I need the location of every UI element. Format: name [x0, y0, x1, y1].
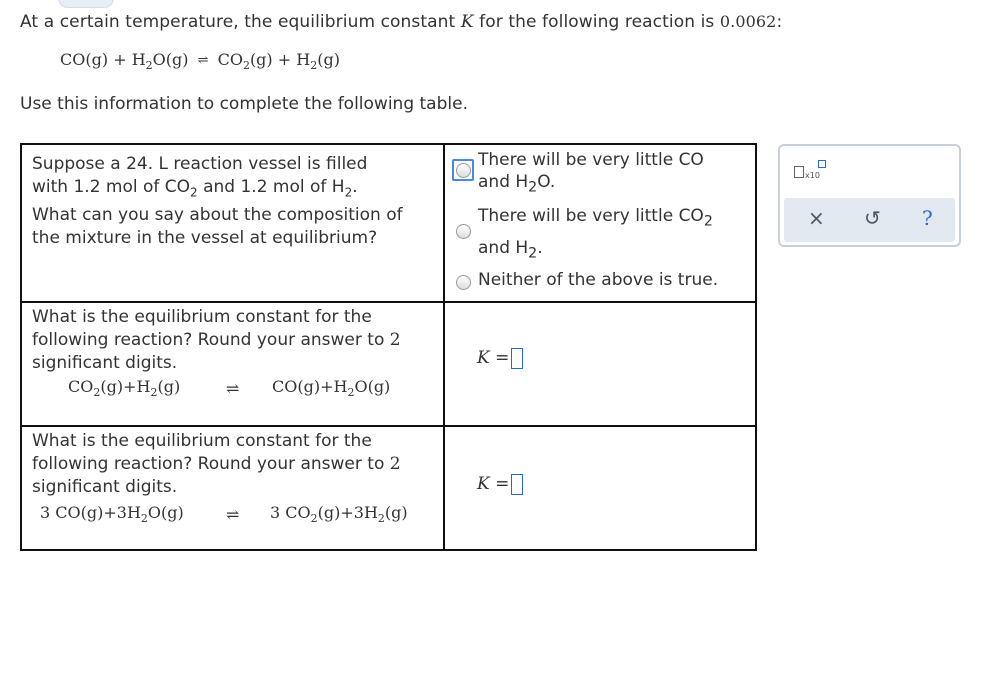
- question-tripled-k: What is the equilibrium constant for the following reaction? Round your answer to 2 significant digits.: [32, 431, 401, 497]
- k-answer-2: K =: [477, 474, 523, 495]
- radio-option-2[interactable]: [456, 224, 471, 239]
- undo-icon[interactable]: ↺: [864, 206, 881, 230]
- k-input-2[interactable]: [511, 474, 523, 495]
- toolbox-actions: [784, 198, 955, 242]
- collapse-tab[interactable]: [58, 0, 114, 8]
- option-3-label[interactable]: Neither of the above is true.: [478, 270, 719, 290]
- base-box-icon: [794, 166, 804, 178]
- question-composition: Suppose a 24. L reaction vessel is filled with 1.2 mol of $CO_2$ and 1.2 mol of $H_2$. What can you say about the composition of the mixture in the vessel at equilibrium?: [32, 154, 403, 249]
- table-row-reverse-k: [22, 301, 755, 427]
- question-reverse-k: What is the equilibrium constant for the following reaction? Round your answer to 2 significant digits.: [32, 307, 401, 373]
- reaction-tripled-left: 3 $CO(g)+3H_2O(g)$: [40, 503, 184, 526]
- reaction-tripled-right: 3 $CO_2(g)+3H_2(g)$: [270, 503, 408, 526]
- table-row-tripled-k: [22, 425, 755, 551]
- radio-option-3[interactable]: [456, 275, 471, 290]
- question-table: [20, 143, 757, 551]
- clear-icon[interactable]: ×: [808, 206, 825, 230]
- k-answer-1: K =: [477, 348, 523, 369]
- equilibrium-arrow-icon: ⇌: [226, 505, 240, 524]
- table-row-composition: [22, 145, 755, 301]
- main-reaction: $CO(g) + H_2O(g)$ ⇌ $CO_2(g) + H_2(g)$: [60, 50, 340, 73]
- equilibrium-arrow-icon: ⇌: [197, 53, 209, 68]
- reaction-reverse-left: $CO_2(g)+H_2(g)$: [68, 377, 181, 400]
- help-icon[interactable]: ?: [922, 206, 933, 230]
- reaction-reverse-right: $CO(g)+H_2O(g)$: [272, 377, 391, 400]
- superscript-box-icon: [818, 160, 826, 168]
- radio-option-1[interactable]: [456, 163, 471, 178]
- k-input-1[interactable]: [511, 348, 523, 369]
- instruction-text: Use this information to complete the following table.: [20, 94, 468, 114]
- intro-text: At a certain temperature, the equilibrium constant K for the following reaction is 0.0062:: [20, 12, 783, 32]
- exponent-button[interactable]: x10: [794, 160, 830, 182]
- option-1-label[interactable]: There will be very little CO and $H_2O$.: [478, 150, 704, 196]
- answer-toolbox: [778, 144, 961, 247]
- equilibrium-arrow-icon: ⇌: [226, 379, 240, 398]
- option-2-label[interactable]: There will be very little $CO_2$ and $H_2$.: [478, 206, 713, 262]
